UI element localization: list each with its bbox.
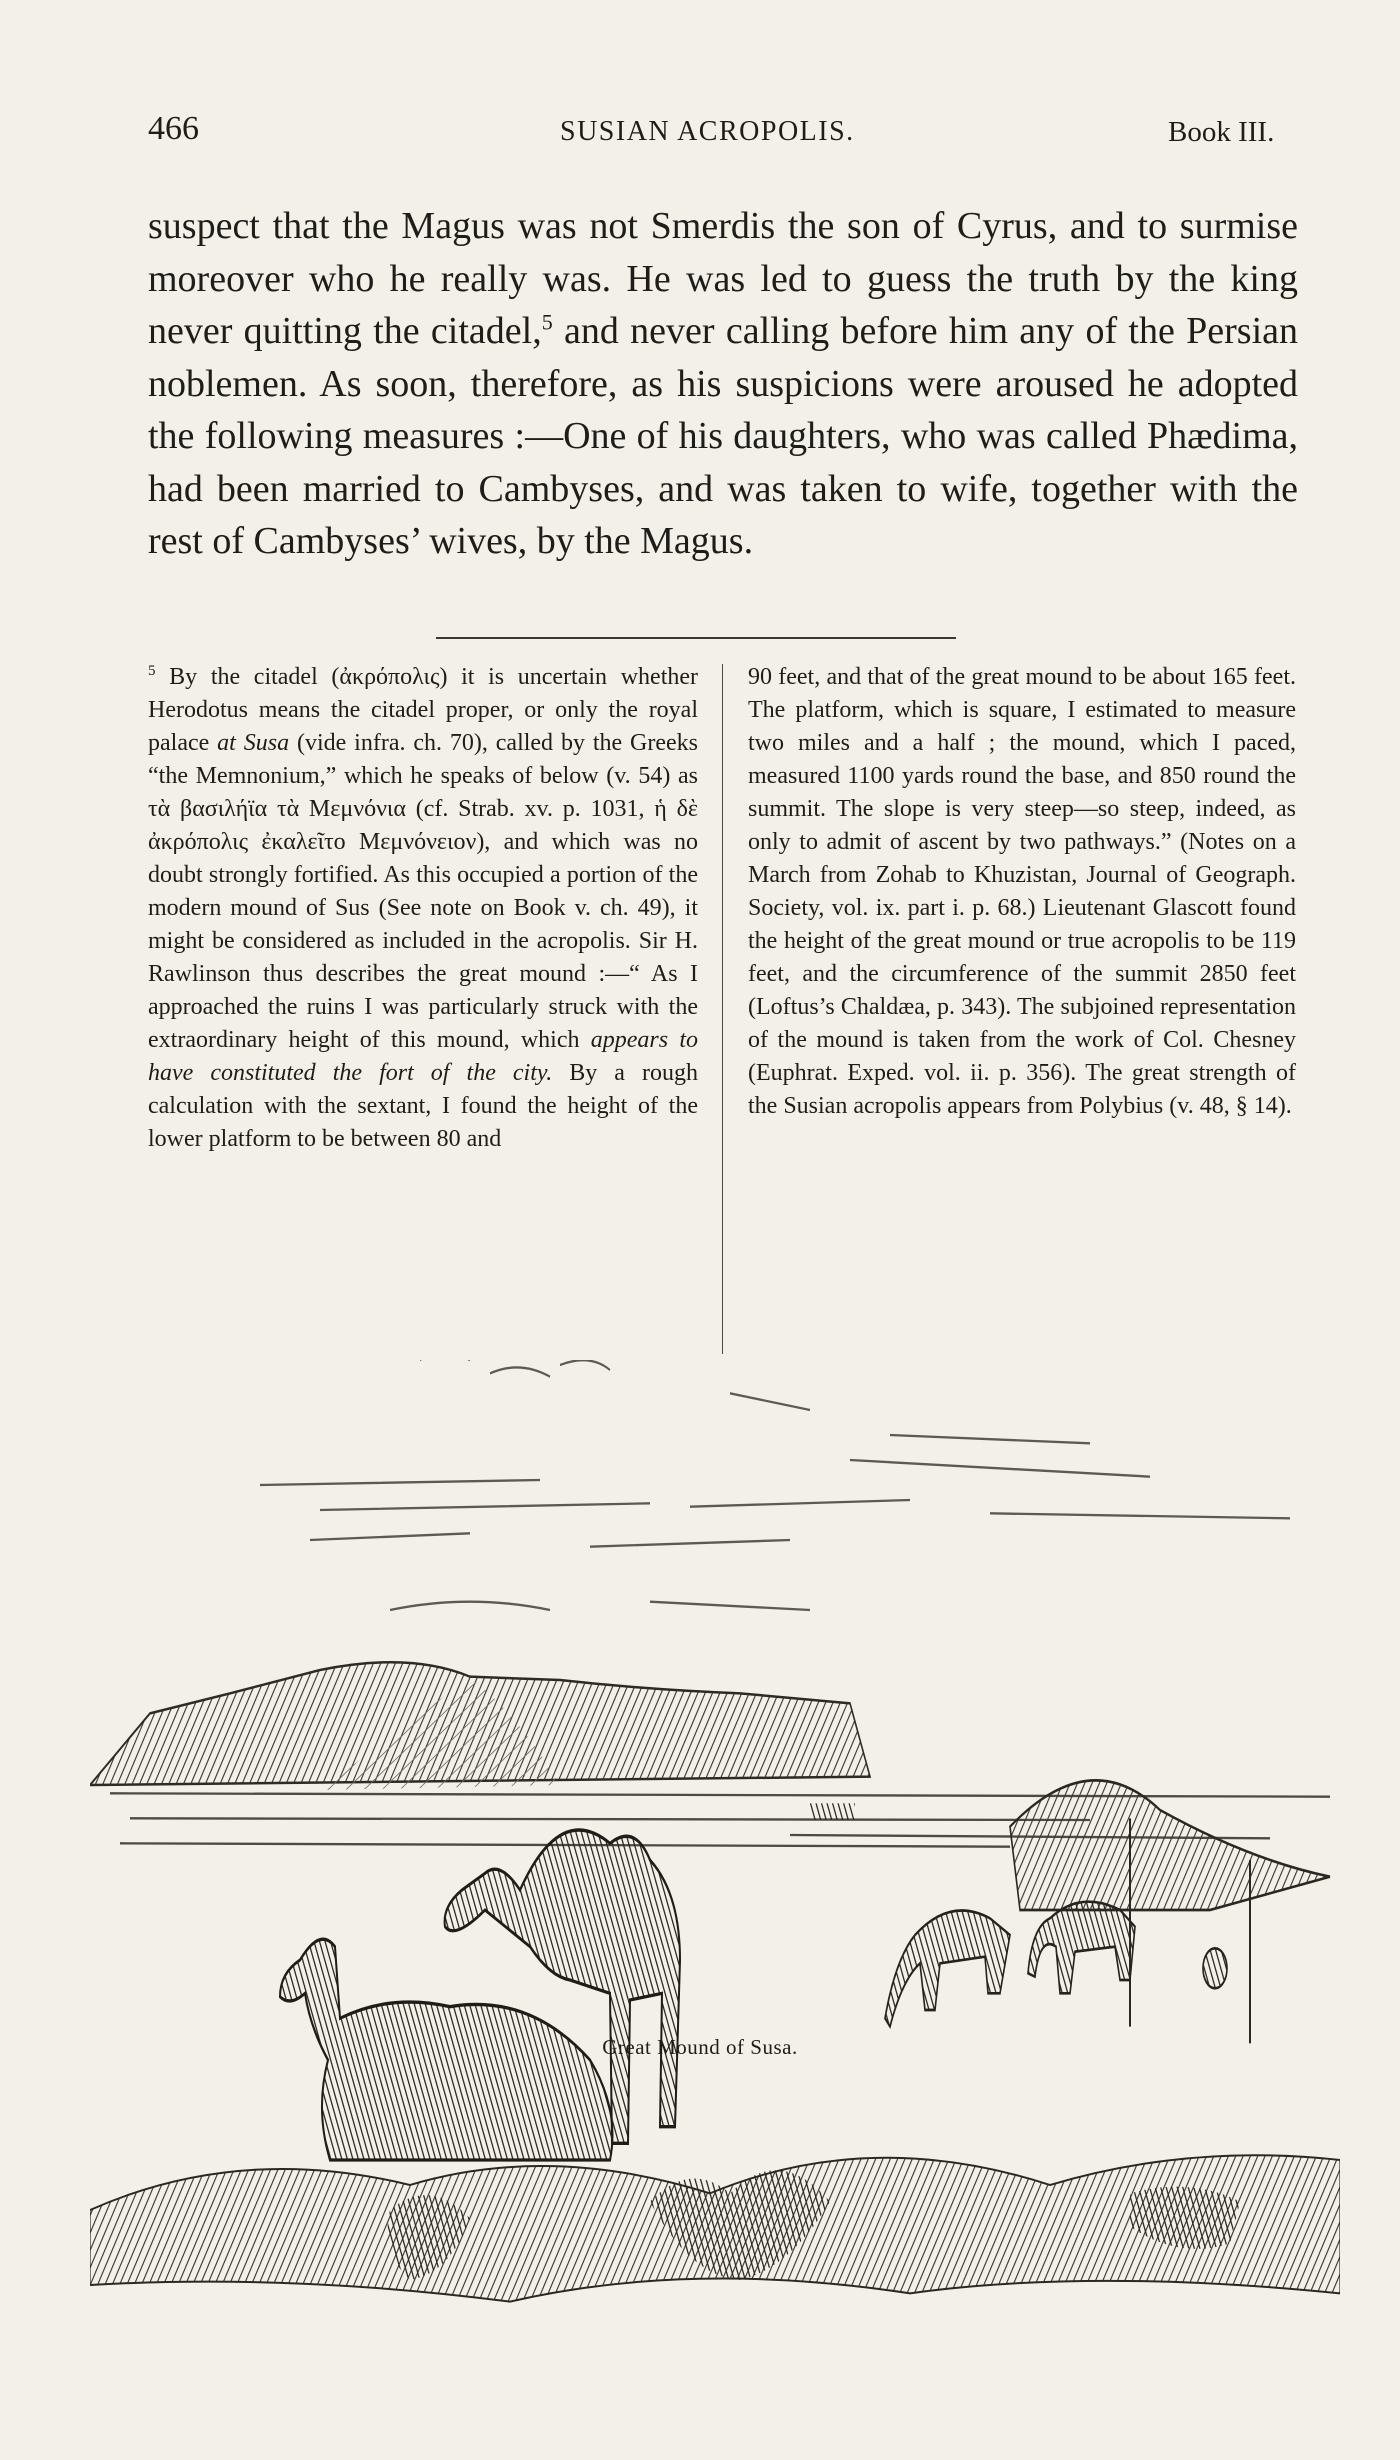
footnote-left-italic-1: at Susa: [217, 730, 290, 756]
footnote-right-column: [748, 661, 1296, 1123]
body-text-before-note: suspect that the Magus was not Smerdis the son of Cyrus, and to surmise moreover who he really was. He was led to guess the truth by the king never quitting the citadel,: [148, 205, 1298, 352]
footnote-left-italic-2: appears to have constituted the fort of the city.: [148, 1027, 698, 1086]
body-paragraph: [148, 200, 1298, 568]
engraving-great-mound-of-susa: [90, 1360, 1340, 2460]
footnote-reference[interactable]: 5: [541, 309, 553, 335]
footnote-right-text: 90 feet, and that of the great mound to be about 165 feet. The platform, which is square, I estimated to measure two miles and a half ; the mound, which I paced, measured 1100 yards round the base, and 850 round the summit. The slope is very steep—so steep, indeed, as only to admit of ascent by two pathways.” (Notes on a March from Zohab to Khuzistan, Journal of Geograph. Society, vol. ix. part i. p. 68.) Lieutenant Glascott found the height of the great mound or true acropolis to be 119 feet, and the circumference of the summit 2850 feet (Loftus’s Chaldæa, p. 343). The subjoined representation of the mound is taken from the work of Col. Chesney (Euphrat. Exped. vol. ii. p. 356). The great strength of the Susian acropolis appears from Polybius (v. 48, § 14).: [748, 664, 1296, 1119]
figure-caption: Great Mound of Susa.: [602, 2035, 798, 2059]
footnote-marker: 5: [148, 663, 156, 679]
footnote-column-divider: [722, 664, 723, 1354]
footnote-separator-rule: [436, 637, 956, 639]
footnote-left-text-3: By a rough calculation with the sextant, I found the height of the lower platform to be between 80 and: [148, 1060, 698, 1152]
distant-great-mound: [90, 1662, 870, 1790]
sky-cloud-strokes: [260, 1360, 1290, 1610]
running-title: SUSIAN ACROPOLIS.: [560, 116, 855, 147]
footnote-left-column: [148, 661, 698, 1156]
footnote-left-text-1: By the citadel (ἀκρόπολις) it is uncertain whether Herodotus means the citadel proper, or only the royal palace: [148, 664, 698, 756]
page-number: 466: [148, 110, 199, 147]
foreground-shrubs: [90, 2155, 1340, 2301]
footnote-left-text-2: (vide infra. ch. 70), called by the Greeks “the Memnonium,” which he speaks of below (v. 54) as τὰ βασιλήϊα τὰ Μεμνόνια (cf. Strab. xv. p. 1031, ἡ δὲ ἀκρόπολις ἐκαλεῖτο Μεμνόνειον), and which was no doubt strongly fortified. As this occupied a portion of the modern mound of Sus (See note on Book v. ch. 49), it might be considered as included in the acropolis. Sir H. Rawlinson thus describes the great mound :—“ As I approached the ruins I was particularly struck with the extraordinary height of this mound, which: [148, 730, 699, 1053]
book-label: Book III.: [1168, 116, 1275, 148]
body-text-after-note: and never calling before him any of the Persian noblemen. As soon, therefore, as his suspicions were aroused he adopted the following measures :—One of his daughters, who was called Phædima, had been married to Cambyses, and was taken to wife, together with the rest of Cambyses’ wives, by the Magus.: [148, 310, 1298, 562]
grazing-horses: [885, 1902, 1227, 2027]
